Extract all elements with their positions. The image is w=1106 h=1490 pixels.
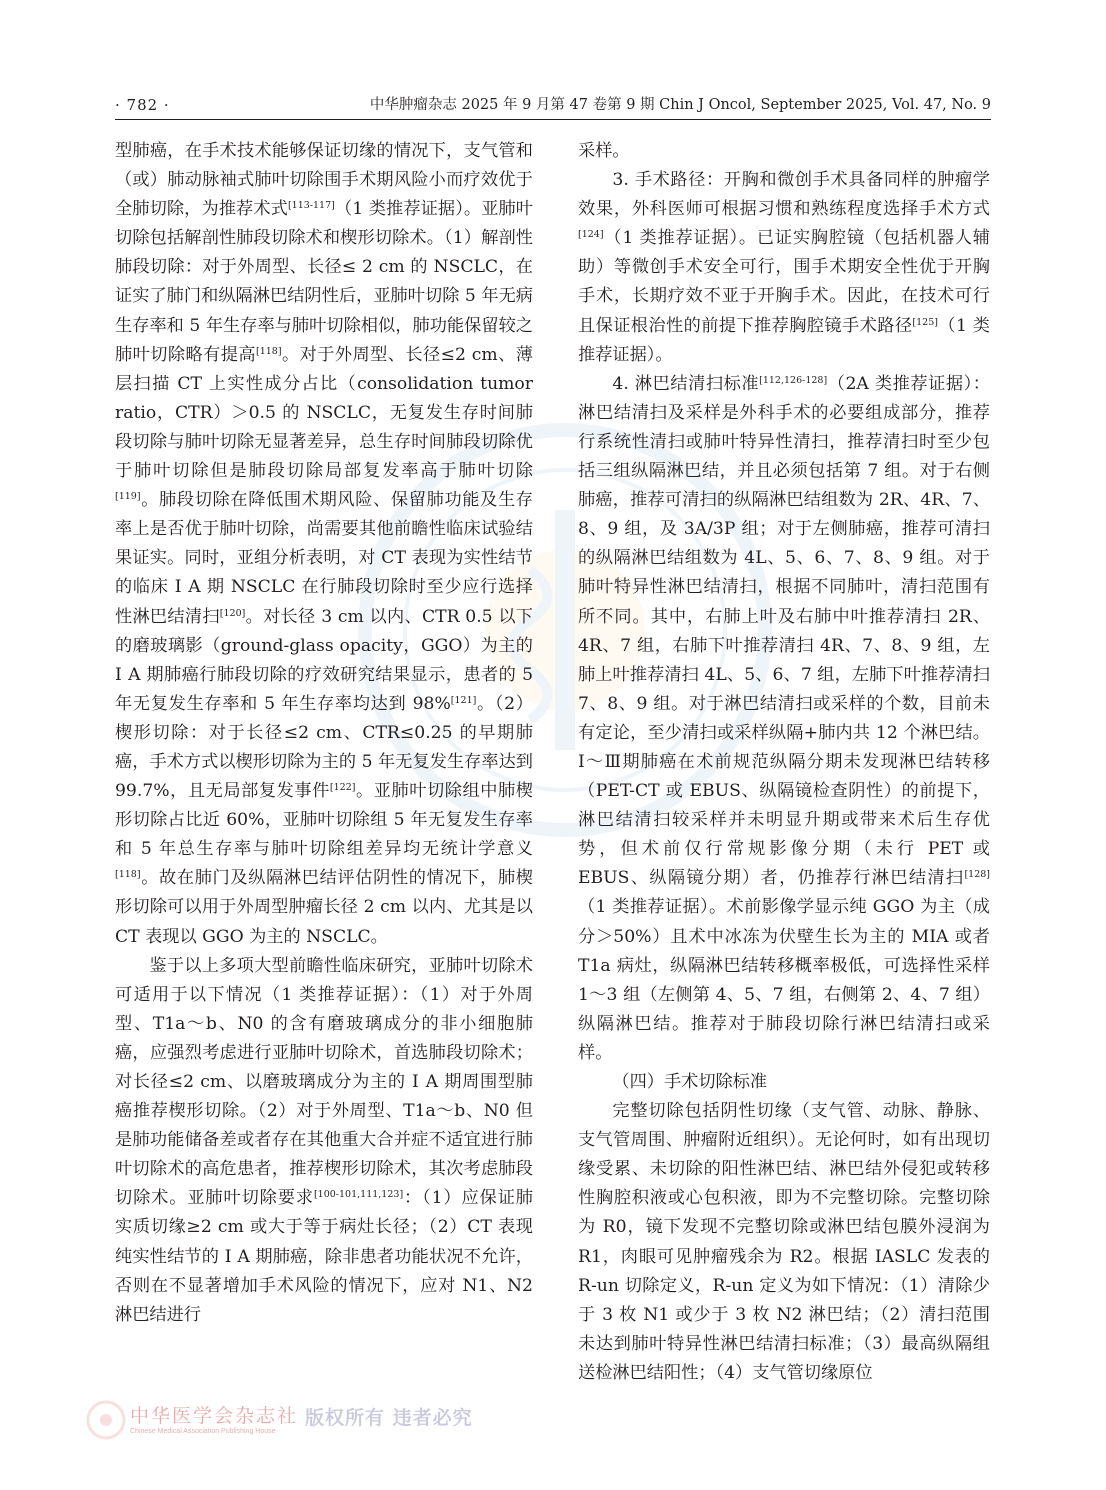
running-header (115, 94, 991, 116)
body-paragraph (115, 137, 533, 952)
text-run: （1 类推荐证据）。术前影像学显示纯 GGO 为主（成分＞50%）且术中冰冻为伏壁生长为主的 MIA 或者 T1a 病灶，纵隔淋巴结转移概率极低，可选择性采样 1～3 组（左侧第 4、5、7 组，右侧第 2、4、7 组）纵隔淋巴结。推荐对于肺段切除行淋巴结清扫或采样。 (578, 897, 990, 1063)
right-column (578, 137, 990, 1388)
header-rule (115, 119, 991, 120)
page-number: · 782 · (115, 96, 170, 114)
citation-reference: [122] (329, 782, 356, 794)
copyright-notice: 版权所有 违者必究 (305, 1407, 473, 1429)
text-run: 采样。 (578, 141, 630, 161)
text-run: ：（1）应保证肺实质切缘≥2 cm 或大于等于病灶长径；（2）CT 表现纯实性结节的 Ⅰ A 期肺癌，除非患者功能状况不允许，否则在不显著增加手术风险的情况下，应对 N1、N2 淋巴结进行 (115, 1188, 533, 1325)
text-run: （1 类推荐证据）。 (578, 315, 990, 365)
text-run: （四）手术切除标准 (612, 1072, 768, 1092)
text-run: 型肺癌，在手术技术能够保证切缘的情况下，支气管和（或）肺动脉袖式肺叶切除围手术期风险小而疗效优于全肺切除，为推荐术式 (115, 141, 533, 220)
text-run: （1 类推荐证据）。亚肺叶切除包括解剖性肺段切除术和楔形切除术。（1）解剖性肺段切除：对于外周型、长径≤ 2 cm 的 NSCLC，在证实了肺门和纵隔淋巴结阴性后，亚肺叶切除 5 年无病生存率和 5 年生存率与肺叶切除相似，肺功能保留较之肺叶切除略有提高 (115, 199, 533, 365)
text-run: 。对长径 3 cm 以内、CTR 0.5 以下的磨玻璃影（ground-glass opacity，GGO）为主的 Ⅰ A 期肺癌行肺段切除的疗效研究结果显示，患者的 5 年无复发生存率和 5 年生存率均达到 98% (115, 606, 533, 714)
citation-reference: [118] (255, 345, 282, 357)
text-run: （1 类推荐证据）。已证实胸腔镜（包括机器人辅助）等微创手术安全可行，围手术期安全性优于开胸手术，长期疗效不亚于开胸手术。因此，在技术可行且保证根治性的前提下推荐胸腔镜手术路径 (578, 228, 990, 336)
citation-reference: [113-117] (287, 200, 335, 212)
body-paragraph (115, 952, 533, 1330)
text-run: 。对于外周型、长径≤2 cm、薄层扫描 CT 上实性成分占比（consolidation tumor ratio，CTR）＞0.5 的 NSCLC，无复发生存时间肺段切除与肺叶切除无显著差异，总生存时间肺段切除优于肺叶切除但是肺段切除局部复发率高于肺叶切除 (115, 344, 533, 482)
journal-citation: 中华肿瘤杂志 2025 年 9 月第 47 卷第 9 期 Chin J Oncol, September 2025, Vol. 47, No. 9 (369, 97, 991, 113)
citation-reference: [125] (912, 316, 938, 328)
text-run: 完整切除包括阴性切缘（支气管、动脉、静脉、支气管周围、肿瘤附近组织）。无论何时，如有出现切缘受累、未切除的阳性淋巴结、淋巴结外侵犯或转移性胸腔积液或心包积液，即为不完整切除。完整切除为 R0，镜下发现不完整切除或淋巴结包膜外浸润为 R1，肉眼可见肿瘤残余为 R2。根据 IASLC 发表的 R-un 切除定义，R-un 定义为如下情况：（1）清除少于 3 枚 N1 或少于 3 枚 N2 淋巴结；（2）清扫范围未达到肺叶特异性淋巴结清扫标准；（3）最高纵隔组送检淋巴结阳性；（4）支气管切缘原位 (578, 1101, 990, 1383)
citation-reference: [124] (578, 229, 604, 241)
text-run: 。故在肺门及纵隔淋巴结评估阴性的情况下，肺楔形切除可以用于外周型肿瘤长径 2 cm 以内、尤其是以 CT 表现以 GGO 为主的 NSCLC。 (115, 868, 533, 947)
text-run: 。亚肺叶切除组中肺楔形切除占比近 60%，亚肺叶切除组 5 年无复发生存率和 5 年总生存率与肺叶切除组差异均无统计学意义 (115, 781, 533, 860)
text-run: 。（2）楔形切除：对于长径≤2 cm、CTR≤0.25 的早期肺癌，手术方式以楔形切除为主的 5 年无复发生存率达到 99.7%，且无局部复发事件 (115, 693, 533, 802)
citation-reference: [118] (115, 869, 141, 881)
citation-reference: [120] (219, 607, 246, 619)
body-paragraph (578, 1097, 990, 1388)
text-run: 。肺段切除在降低围术期风险、保留肺功能及生存率上是否优于肺叶切除，尚需要其他前瞻性临床试验结果证实。同时，亚组分析表明，对 CT 表现为实性结节的临床 Ⅰ A 期 NSCLC 在行肺段切除时至少应行选择性淋巴结清扫 (115, 490, 533, 627)
text-run: （2A 类推荐证据）：淋巴结清扫及采样是外科手术的必要组成部分，推荐行系统性清扫或肺叶特异性清扫，推荐清扫时至少包括三组纵隔淋巴结，并且必须包括第 7 组。对于右侧肺癌，推荐可清扫的纵隔淋巴结组数为 2R、4R、7、8、9 组，及 3A/3P 组；对于左侧肺癌，推荐可清扫的纵隔淋巴结组数为 4L、5、6、7、8、9 组。对于肺叶特异性淋巴结清扫，根据不同肺叶，清扫范围有所不同。其中，右肺上叶及右肺中叶推荐清扫 2R、4R、7 组，右肺下叶推荐清扫 4R、7、8、9 组，左肺上叶推荐清扫 4L、5、6、7 组，左肺下叶推荐清扫 7、8、9 组。对于淋巴结清扫或采样的个数，目前未有定论，至少清扫或采样纵隔+肺内共 12 个淋巴结。 Ⅰ～Ⅲ期肺癌在术前规范纵隔分期未发现淋巴结转移（PET-CT 或 EBUS、纵隔镜检查阴性）的前提下，淋巴结清扫较采样并未明显升期或带来术后生存优势，但术前仅行常规影像分期（未行 PET 或 EBUS、纵隔镜分期）者，仍推荐行淋巴结清扫 (578, 373, 990, 889)
left-column (115, 137, 533, 1330)
citation-reference: [121] (450, 694, 477, 706)
body-paragraph (578, 137, 990, 166)
text-run: 4. 淋巴结清扫标准 (612, 373, 760, 394)
body-paragraph (578, 370, 990, 1068)
citation-reference: [119] (115, 491, 141, 503)
citation-reference: [128] (964, 869, 990, 881)
section-heading (578, 1068, 990, 1097)
citation-reference: [100-101,111,123] (313, 1189, 404, 1201)
text-run: 鉴于以上多项大型前瞻性临床研究，亚肺叶切除术可适用于以下情况（1 类推荐证据）：（1）对于外周型、T1a～b、N0 的含有磨玻璃成分的非小细胞肺癌，应强烈考虑进行亚肺叶切除术，首选肺段切除术；对长径≤2 cm、以磨玻璃成分为主的 Ⅰ A 期周围型肺癌推荐楔形切除。（2）对于外周型、T1a～b、N0 但是肺功能储备差或者存在其他重大合并症不适宜进行肺叶切除术的高危患者，推荐楔形切除术，其次考虑肺段切除术。亚肺叶切除要求 (115, 955, 533, 1209)
text-run: 3. 手术路径：开胸和微创手术具备同样的肿瘤学效果，外科医师可根据习惯和熟练程度选择手术方式 (578, 170, 990, 220)
publisher-name-cn: 中华医学会杂志社 (130, 1405, 299, 1427)
body-paragraph (578, 166, 990, 370)
citation-reference: [112,126-128] (759, 374, 828, 386)
publisher-name-en: Chinese Medical Association Publishing House (130, 1428, 276, 1435)
